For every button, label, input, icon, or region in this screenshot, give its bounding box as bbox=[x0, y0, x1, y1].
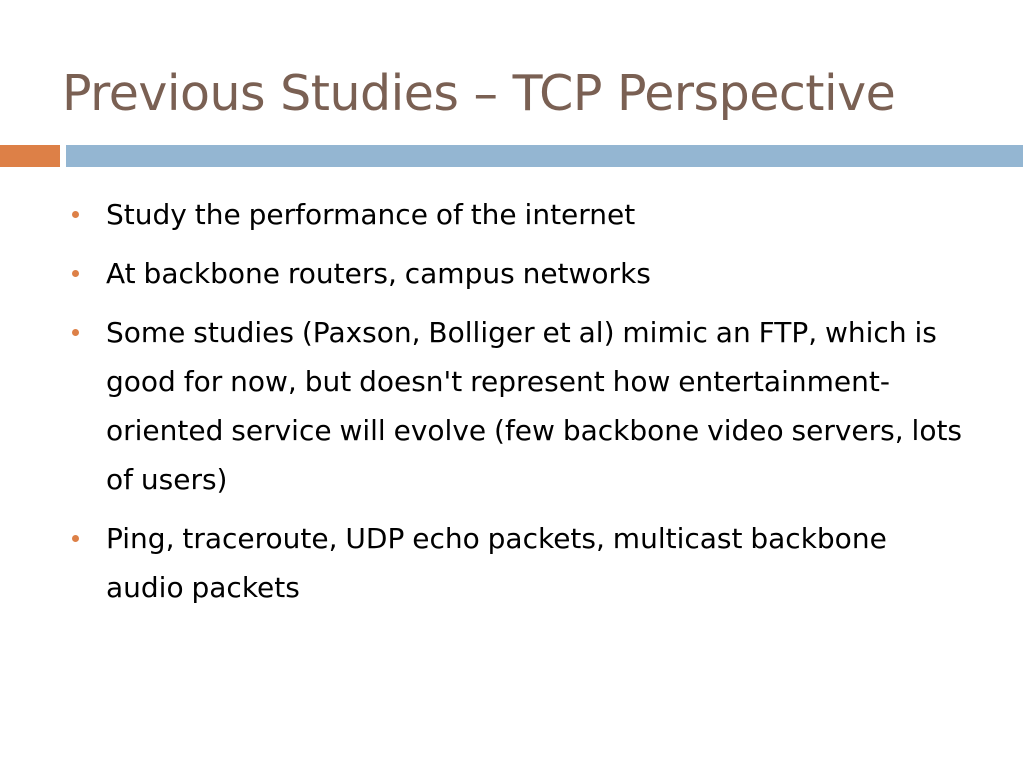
slide-title: Previous Studies – TCP Perspective bbox=[62, 65, 896, 122]
title-accent-bar bbox=[0, 145, 60, 167]
bullet-dot-icon bbox=[72, 270, 79, 277]
bullet-item bbox=[72, 249, 972, 298]
bullet-item bbox=[72, 514, 972, 612]
bullet-text: At backbone routers, campus networks bbox=[106, 257, 651, 290]
bullet-item bbox=[72, 308, 972, 504]
bullet-text: Ping, traceroute, UDP echo packets, multicast backbone audio packets bbox=[106, 522, 887, 604]
bullet-dot-icon bbox=[72, 329, 79, 336]
bullet-dot-icon bbox=[72, 535, 79, 542]
title-divider-bar bbox=[66, 145, 1023, 167]
bullet-dot-icon bbox=[72, 211, 79, 218]
bullet-text: Study the performance of the internet bbox=[106, 198, 636, 231]
bullet-list bbox=[72, 190, 972, 622]
bullet-text: Some studies (Paxson, Bolliger et al) mimic an FTP, which is good for now, but doesn't represent how entertainment-oriented service will evolve (few backbone video servers, lots of users) bbox=[106, 316, 963, 496]
bullet-item bbox=[72, 190, 972, 239]
